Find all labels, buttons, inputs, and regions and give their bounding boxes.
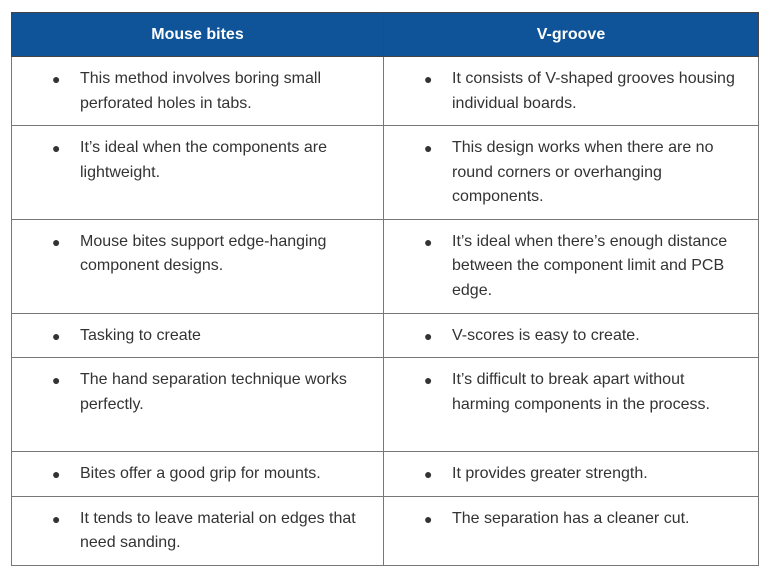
- table-row: [12, 126, 759, 220]
- cell-text: Mouse bites support edge-hanging component designs.: [80, 232, 327, 274]
- bullet-icon: ●: [52, 233, 61, 250]
- v-groove-cell: [384, 452, 759, 497]
- table-row: [12, 496, 759, 565]
- header-row: [12, 13, 759, 57]
- cell-text: It consists of V-shaped grooves housing individual boards.: [452, 70, 735, 112]
- bullet-icon: ●: [424, 140, 433, 156]
- header-v-groove: V-groove: [384, 13, 759, 57]
- cell-text: This method involves boring small perforated holes in tabs.: [80, 70, 321, 112]
- comparison-table: [11, 12, 759, 566]
- list-item: [396, 230, 746, 304]
- list-item: [396, 324, 746, 349]
- cell-text: The separation has a cleaner cut.: [452, 509, 690, 527]
- cell-text: It tends to leave material on edges that need sanding.: [80, 509, 356, 551]
- list-item: [396, 462, 746, 487]
- cell-text: Tasking to create: [80, 326, 201, 344]
- v-groove-cell: [384, 57, 759, 126]
- cell-text: It’s ideal when the components are lightweight.: [80, 139, 327, 181]
- list-item: [24, 136, 371, 185]
- bullet-icon: ●: [52, 510, 61, 527]
- bullet-icon: ●: [52, 466, 61, 482]
- bullet-icon: ●: [52, 372, 61, 388]
- v-groove-cell: [384, 219, 759, 313]
- list-item: [24, 368, 371, 417]
- bullet-icon: ●: [424, 233, 433, 250]
- list-item: [24, 462, 371, 487]
- list-item: [24, 507, 371, 556]
- table-row: [12, 358, 759, 452]
- list-item: [396, 136, 746, 210]
- v-groove-cell: [384, 126, 759, 220]
- mouse-bites-cell: [12, 358, 384, 452]
- mouse-bites-cell: [12, 126, 384, 220]
- list-item: [24, 230, 371, 279]
- table-row: [12, 452, 759, 497]
- cell-text: Bites offer a good grip for mounts.: [80, 465, 321, 482]
- cell-text: It’s difficult to break apart without harming components in the process.: [452, 371, 710, 413]
- cell-text: This design works when there are no round corners or overhanging components.: [452, 139, 714, 205]
- bullet-icon: ●: [52, 140, 61, 156]
- bullet-icon: ●: [424, 466, 433, 482]
- mouse-bites-cell: [12, 452, 384, 497]
- v-groove-cell: [384, 496, 759, 565]
- bullet-icon: ●: [424, 372, 433, 388]
- mouse-bites-cell: [12, 313, 384, 358]
- table-row: [12, 57, 759, 126]
- cell-text: V-scores is easy to create.: [452, 326, 640, 344]
- cell-text: It provides greater strength.: [452, 465, 648, 482]
- cell-text: The hand separation technique works perfectly.: [80, 371, 347, 413]
- list-item: [396, 507, 746, 532]
- list-item: [24, 324, 371, 349]
- table-row: [12, 313, 759, 358]
- mouse-bites-cell: [12, 219, 384, 313]
- list-item: [396, 67, 746, 116]
- v-groove-cell: [384, 313, 759, 358]
- table-row: [12, 219, 759, 313]
- bullet-icon: ●: [424, 327, 433, 344]
- bullet-icon: ●: [52, 327, 61, 344]
- header-mouse-bites: Mouse bites: [12, 13, 384, 57]
- v-groove-cell: [384, 358, 759, 452]
- mouse-bites-cell: [12, 496, 384, 565]
- list-item: [24, 67, 371, 116]
- bullet-icon: ●: [52, 71, 61, 87]
- cell-text: It’s ideal when there’s enough distance between the component limit and PCB edge.: [452, 232, 728, 299]
- bullet-icon: ●: [424, 510, 433, 527]
- bullet-icon: ●: [424, 71, 433, 87]
- list-item: [396, 368, 746, 417]
- mouse-bites-cell: [12, 57, 384, 126]
